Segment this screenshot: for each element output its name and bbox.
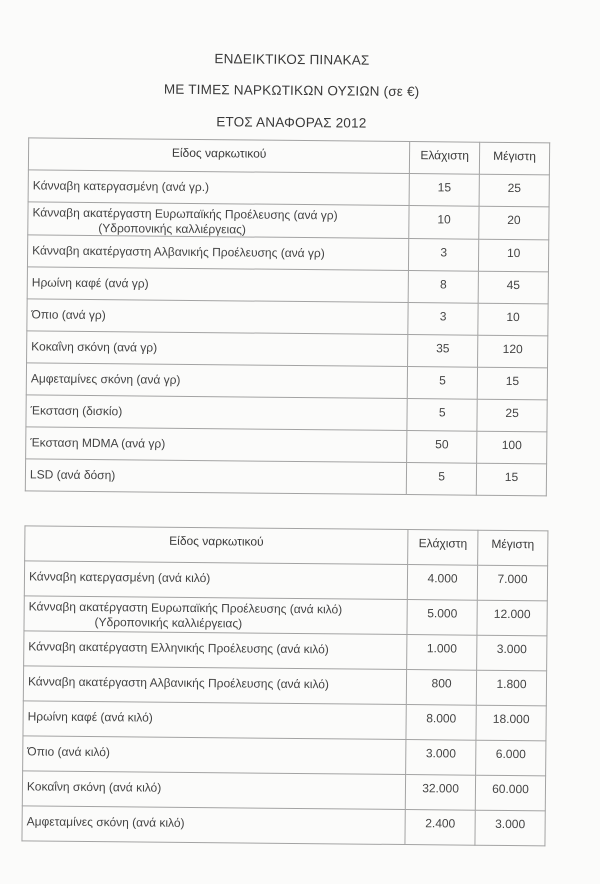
drug-type-label: Όπιο (ανά κιλό) [27, 744, 110, 760]
table-row [27, 267, 548, 304]
max-price-cell: 15 [477, 367, 547, 400]
drug-type-label: LSD (ανά δόση) [29, 467, 116, 483]
table-row [26, 427, 547, 464]
max-price-cell: 1.800 [476, 670, 546, 706]
max-price-cell: 3.000 [477, 635, 547, 671]
table-row [26, 395, 547, 432]
drug-type-cell [24, 596, 407, 635]
min-price-cell: 1.000 [407, 635, 477, 671]
drug-type-label: Κάνναβη κατεργασμένη (ανά γρ.) [32, 178, 210, 195]
min-price-cell: 2.400 [405, 810, 475, 846]
drug-type-label: Κοκαΐνη σκόνη (ανά κιλό) [26, 779, 162, 795]
drug-type-cell [23, 666, 406, 705]
drug-type-label: Κοκαΐνη σκόνη (ανά γρ) [31, 339, 158, 355]
drug-type-label: Κάνναβη ακατέργαστη Ελληνικής Προέλευσης (ανά κιλό) [28, 639, 329, 657]
max-price-cell: 25 [479, 174, 549, 207]
drug-type-cell [28, 202, 409, 239]
max-price-cell: 100 [477, 431, 547, 464]
max-price-cell: 45 [478, 271, 548, 304]
table-row [28, 202, 549, 240]
drug-type-label: Έκσταση MDMA (ανά γρ) [30, 435, 166, 451]
max-price-cell: 25 [477, 399, 547, 432]
min-price-cell: 800 [406, 670, 476, 706]
min-price-cell: 50 [407, 431, 477, 464]
max-price-cell: 20 [479, 206, 549, 240]
max-price-cell: 6.000 [476, 740, 546, 776]
min-price-cell: 5.000 [407, 600, 477, 636]
max-price-cell: 10 [479, 239, 549, 272]
table-row [23, 701, 546, 741]
min-price-cell: 10 [409, 206, 479, 240]
column-header-max: Μέγιστη [479, 142, 549, 175]
drug-type-cell [23, 736, 406, 775]
min-price-cell: 5 [407, 367, 477, 400]
min-price-cell: 3 [408, 303, 478, 336]
drug-type-label: Ηρωίνη καφέ (ανά γρ) [31, 275, 149, 291]
drug-type-label: Ηρωίνη καφέ (ανά κιλό) [27, 709, 153, 725]
drug-type-cell [26, 427, 407, 463]
min-price-cell: 8 [408, 271, 478, 304]
drug-type-note: (Υδροπονικής καλλιέργειας) [98, 221, 247, 237]
drug-type-cell [25, 459, 406, 495]
drug-type-cell [26, 363, 407, 399]
table-header-row [28, 138, 549, 175]
min-price-cell: 5 [406, 463, 476, 496]
min-price-cell: 32.000 [405, 775, 475, 811]
drug-type-label: Κάνναβη ακατέργαστη Αλβανικής Προέλευσης (ανά γρ) [32, 243, 325, 261]
table-row [24, 631, 547, 671]
min-price-cell: 15 [409, 174, 479, 207]
document-title: ΕΝΔΕΙΚΤΙΚΟΣ ΠΙΝΑΚΑΣ [214, 51, 370, 68]
column-header-min: Ελάχιστη [408, 530, 478, 566]
drug-type-cell [24, 631, 407, 670]
table-row [23, 736, 546, 776]
drug-type-cell [27, 235, 408, 271]
column-header-drug-type: Είδος ναρκωτικού [25, 526, 408, 565]
table-row [22, 806, 545, 846]
column-header-drug-type: Είδος ναρκωτικού [28, 138, 409, 174]
max-price-cell: 3.000 [475, 810, 545, 846]
column-header-max: Μέγιστη [478, 530, 548, 566]
min-price-cell: 5 [407, 399, 477, 432]
min-price-cell: 3 [409, 239, 479, 272]
retail-table-body [25, 170, 549, 496]
drug-type-label: Κάνναβη κατεργασμένη (ανά κιλό) [28, 569, 211, 586]
drug-type-label: Όπιο (ανά γρ) [31, 307, 106, 323]
drug-type-label: Κάνναβη ακατέργαστη Ευρωπαϊκής Προέλευσης (ανά γρ) [32, 205, 338, 223]
drug-type-cell [22, 806, 405, 845]
drug-type-cell [26, 395, 407, 431]
min-price-cell: 4.000 [407, 565, 477, 601]
drug-type-cell [22, 771, 405, 810]
retail-price-table [25, 137, 550, 496]
drug-type-label: Κάνναβη ακατέργαστη Αλβανικής Προέλευσης (ανά κιλό) [27, 674, 330, 692]
table-row [25, 459, 546, 496]
table-row [27, 235, 548, 272]
drug-type-label: Αμφεταμίνες σκόνη (ανά κιλό) [26, 814, 185, 830]
drug-type-cell [27, 299, 408, 335]
drug-type-cell [28, 170, 409, 206]
drug-type-note: (Υδροπονικής καλλιέργειας) [94, 615, 243, 631]
table-row [23, 666, 546, 706]
drug-type-label: Έκσταση (δισκίο) [30, 403, 123, 419]
drug-type-label: Κάνναβη ακατέργαστη Ευρωπαϊκής Προέλευσης (ανά κιλό) [28, 599, 343, 617]
table-row [27, 299, 548, 336]
wholesale-price-table [21, 525, 548, 846]
table-row [27, 331, 548, 368]
min-price-cell: 3.000 [406, 740, 476, 776]
max-price-cell: 120 [478, 335, 548, 368]
table-row [22, 771, 545, 811]
max-price-cell: 60.000 [475, 775, 545, 811]
max-price-cell: 7.000 [477, 565, 547, 601]
column-header-min: Ελάχιστη [410, 142, 480, 175]
reference-year: ΕΤΟΣ ΑΝΑΦΟΡΑΣ 2012 [216, 114, 367, 131]
table-row [28, 170, 549, 207]
drug-type-cell [23, 701, 406, 740]
table-header-row [25, 526, 548, 566]
table-row [24, 561, 547, 601]
max-price-cell: 15 [476, 463, 546, 496]
table-row [24, 596, 547, 636]
drug-type-cell [24, 561, 407, 600]
max-price-cell: 18.000 [476, 705, 546, 741]
drug-type-cell [27, 331, 408, 367]
document-subtitle: ΜΕ ΤΙΜΕΣ ΝΑΡΚΩΤΙΚΩΝ ΟΥΣΙΩΝ (σε €) [163, 81, 420, 100]
drug-type-label: Αμφεταμίνες σκόνη (ανά γρ) [30, 371, 181, 387]
min-price-cell: 8.000 [406, 705, 476, 741]
max-price-cell: 10 [478, 303, 548, 336]
wholesale-table-body [22, 561, 548, 846]
drug-type-cell [27, 267, 408, 303]
table-row [26, 363, 547, 400]
min-price-cell: 35 [408, 335, 478, 368]
max-price-cell: 12.000 [477, 600, 547, 636]
